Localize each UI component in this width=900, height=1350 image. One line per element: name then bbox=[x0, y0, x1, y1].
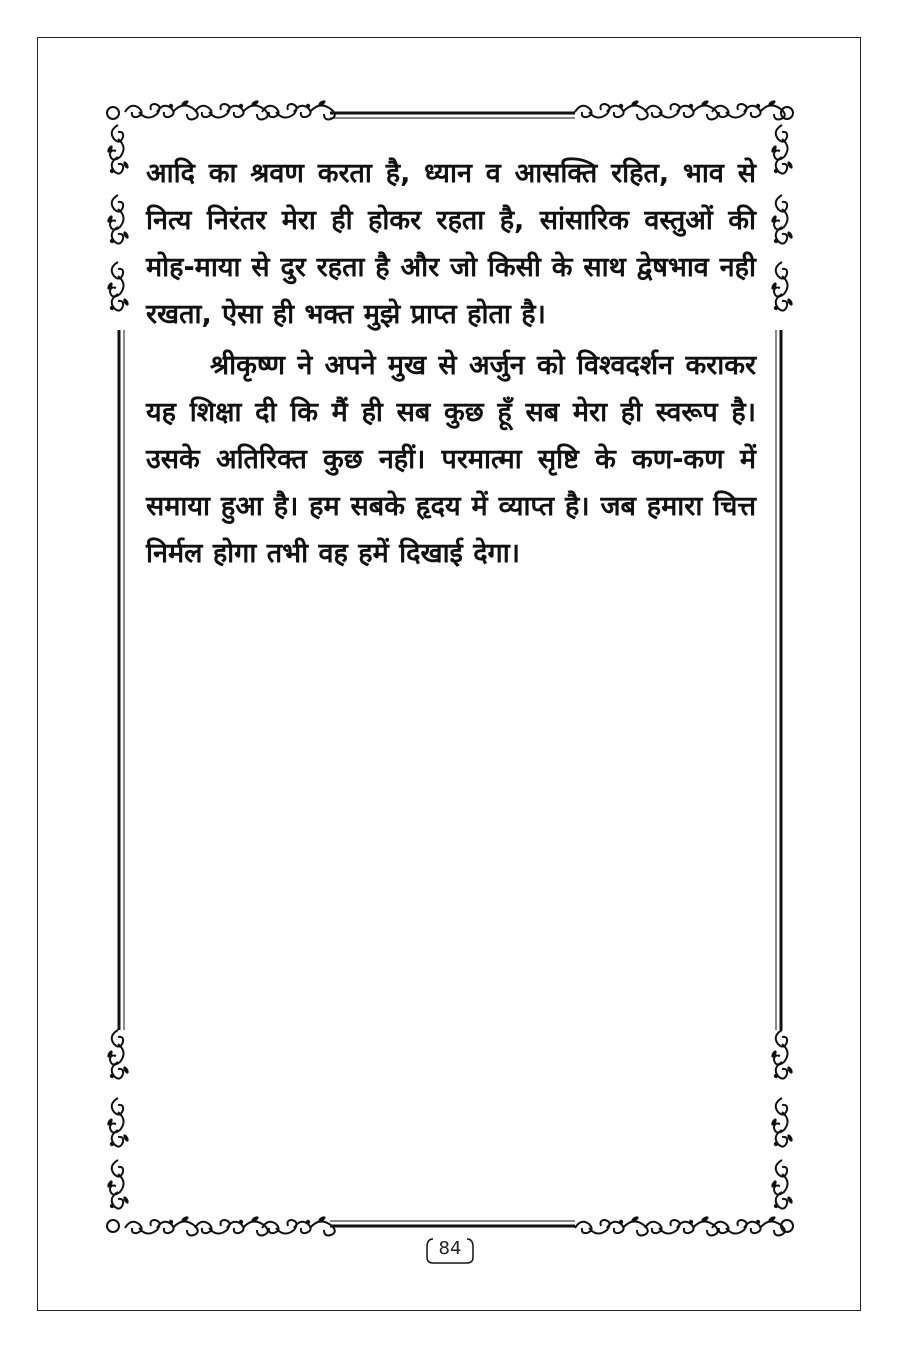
page-number: 84 bbox=[438, 1238, 462, 1259]
paragraph-1: आदि का श्रवण करता है, ध्यान व आसक्ति रहित, भाव से नित्य निरंतर मेरा ही होकर रहता है, सांसारिक वस्तुओं की मोह-माया से दुर रहता है और जो किसी के साथ द्वेषभाव नही रखता, ऐसा ही भक्त मुझे प्राप्त होता है। bbox=[146, 158, 756, 330]
paragraph-2: श्रीकृष्ण ने अपने मुख से अर्जुन को विश्वदर्शन कराकर यह शिक्षा दी कि मैं ही सब कुछ हूँ सब मेरा ही स्वरूप है। उसके अतिरिक्त कुछ नहीं। परमात्मा सृष्टि के कण-कण में समाया हुआ है। हम सबके हृदय में व्याप्त है। जब हमारा चित्त निर्मल होगा तभी वह हमें दिखाई देगा। bbox=[146, 350, 756, 569]
body-text bbox=[146, 150, 756, 577]
